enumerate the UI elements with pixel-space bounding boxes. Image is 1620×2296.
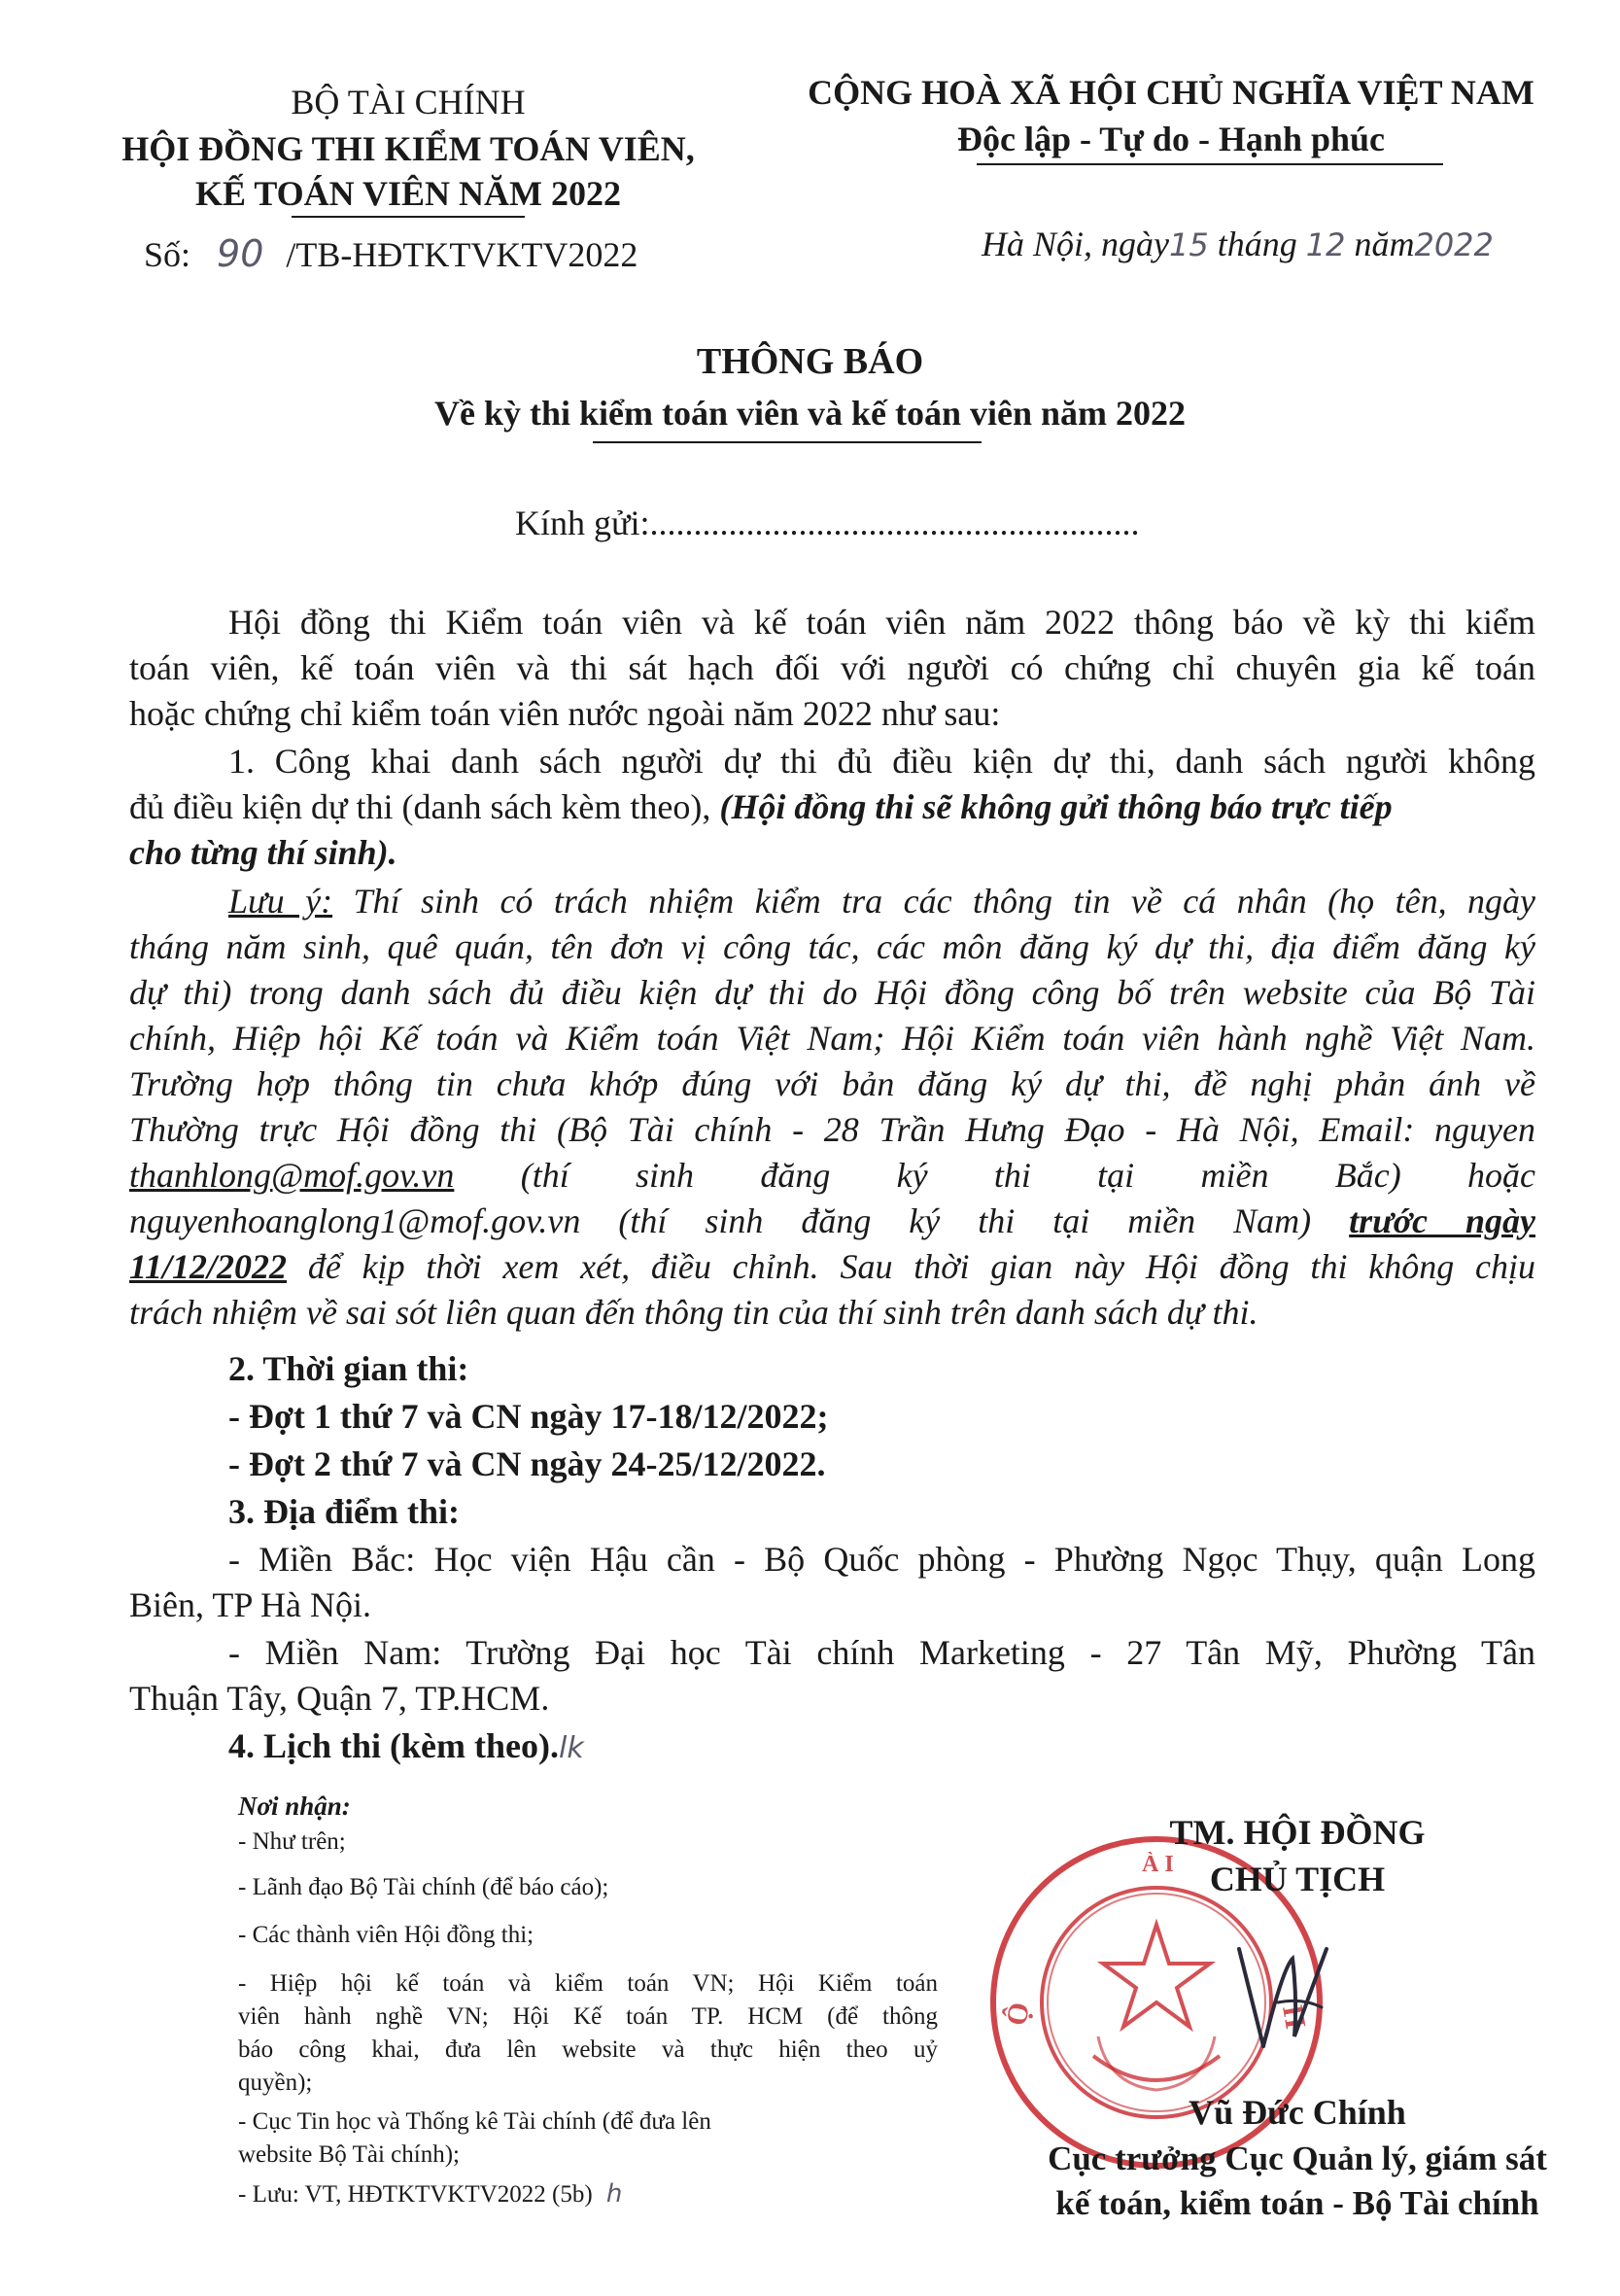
note-line-9-text: để kịp thời xem xét, điều chỉnh. Sau thời gian này Hội đồng thi không chịu <box>307 1247 1535 1286</box>
recipient-item-6-text: - Lưu: VT, HĐTKTVKTV2022 (5b) <box>238 2181 593 2208</box>
recipient-item-5-line-1: - Cục Tin học và Thống kê Tài chính (để đưa lên <box>238 2108 711 2135</box>
handwritten-signature <box>1224 1930 1341 2066</box>
item1-line-2a: đủ điều kiện dự thi (danh sách kèm theo), <box>129 787 711 826</box>
svg-text:Ộ: Ộ <box>1000 2000 1036 2029</box>
date-day: 15 <box>1169 226 1209 263</box>
number-suffix: /TB-HĐTKTVKTV2022 <box>286 235 638 274</box>
title-underline <box>593 441 982 443</box>
note-line-8 <box>129 1199 1535 1244</box>
council-name-line1: HỘI ĐỒNG THI KIỂM TOÁN VIÊN, <box>121 129 695 168</box>
recipient-item-6 <box>238 2177 622 2211</box>
recipients-title: Nơi nhận: <box>238 1792 351 1821</box>
signer-name: Vũ Đức Chính <box>1189 2093 1406 2132</box>
note-line-1 <box>228 879 1535 924</box>
item1-no-notice: (Hội đồng thi sẽ không gửi thông báo trực tiếp <box>719 787 1393 826</box>
date-year-label: năm <box>1354 225 1415 263</box>
document-number <box>144 231 638 277</box>
recipient-item-1: - Như trên; <box>238 1828 346 1855</box>
signer-title-line-2: kế toán, kiểm toán - Bộ Tài chính <box>1055 2184 1539 2222</box>
header-left-underline <box>292 216 525 218</box>
recipient-item-4-line-2: viên hành nghề VN; Hội Kế toán TP. HCM (để thông <box>238 2003 938 2030</box>
recipient-item-4-line-3: báo công khai, đưa lên website và thực hiện theo uỷ <box>238 2036 938 2063</box>
recipient-dots: ........................................................ <box>649 504 1140 542</box>
national-motto: Độc lập - Tự do - Hạnh phúc <box>956 120 1386 158</box>
document-title: THÔNG BÁO <box>696 341 924 382</box>
signature-position: CHỦ TỊCH <box>1209 1860 1386 1898</box>
deadline-label: trước ngày <box>1349 1201 1535 1240</box>
svg-text:H: H <box>1276 2002 1312 2032</box>
council-name-line2: KẾ TOÁN VIÊN NĂM 2022 <box>194 174 622 213</box>
document-subtitle: Về kỳ thi kiểm toán viên và kế toán viên năm 2022 <box>433 394 1187 433</box>
exam-round-2: - Đợt 2 thứ 7 và CN ngày 24-25/12/2022. <box>228 1444 826 1483</box>
note-label: Lưu ý: <box>228 882 333 921</box>
recipient-item-4-line-4: quyền); <box>238 2070 313 2096</box>
location-north-line-1: - Miền Bắc: Học viện Hậu cần - Bộ Quốc phòng - Phường Ngọc Thụy, quận Long <box>228 1540 1535 1579</box>
email-south-link[interactable]: nguyenhoanglong1@mof.gov.vn <box>129 1201 581 1240</box>
location-south-line-2: Thuận Tây, Quận 7, TP.HCM. <box>129 1679 550 1718</box>
note-line-7-text: (thí sinh đăng ký thi tại miền Bắc) hoặc <box>520 1156 1536 1195</box>
recipient-line <box>515 501 1140 546</box>
date-place: Hà Nội, ngày <box>982 225 1169 263</box>
number-label: Số: <box>144 235 191 274</box>
recipient-item-5-line-2: website Bộ Tài chính); <box>238 2141 460 2168</box>
item1-line-3: cho từng thí sinh). <box>129 833 397 872</box>
note-line-9 <box>129 1244 1535 1290</box>
document-date <box>982 222 1494 267</box>
item1-line-1: 1. Công khai danh sách người dự thi đủ điều kiện dự thi, danh sách người không <box>228 742 1535 781</box>
signature-on-behalf: TM. HỘI ĐỒNG <box>1169 1813 1426 1852</box>
note-line-4: chính, Hiệp hội Kế toán và Kiểm toán Việt Nam; Hội Kiểm toán viên hành nghề Việt Nam. <box>129 1019 1535 1058</box>
note-line-1-text: Thí sinh có trách nhiệm kiểm tra các thông tin về cá nhân (họ tên, ngày <box>353 882 1536 921</box>
intro-line-2: toán viên, kế toán viên và thi sát hạch đối với người có chứng chỉ chuyên gia kế toán <box>129 648 1535 687</box>
item3-title: 3. Địa điểm thi: <box>228 1492 460 1531</box>
item4-text: 4. Lịch thi (kèm theo). <box>228 1726 559 1765</box>
signer-title-line-1: Cục trưởng Cục Quản lý, giám sát <box>1048 2139 1547 2177</box>
date-month: 12 <box>1305 226 1346 263</box>
item1-line-2 <box>129 784 1535 830</box>
date-month-label: tháng <box>1217 225 1297 263</box>
note-line-3: dự thi) trong danh sách đủ điều kiện dự thi do Hội đồng công bố trên website của Bộ Tài <box>129 973 1535 1012</box>
email-north-link[interactable]: thanhlong@mof.gov.vn <box>129 1156 455 1195</box>
note-line-10: trách nhiệm về sai sót liên quan đến thông tin của thí sinh trên danh sách dự thi. <box>129 1293 1258 1332</box>
recipient-item-2: - Lãnh đạo Bộ Tài chính (để báo cáo); <box>238 1874 609 1900</box>
intro-line-1: Hội đồng thi Kiểm toán viên và kế toán viên năm 2022 thông báo về kỳ thi kiểm <box>228 603 1535 642</box>
note-line-5: Trường hợp thông tin chưa khớp đúng với bản đăng ký dự thi, đề nghị phản ánh về <box>129 1064 1535 1103</box>
note-line-7 <box>129 1153 1535 1199</box>
intro-line-3: hoặc chứng chỉ kiểm toán viên nước ngoài năm 2022 như sau: <box>129 694 1001 733</box>
ministry-name: BỘ TÀI CHÍNH <box>291 83 526 122</box>
exam-round-1: - Đợt 1 thứ 7 và CN ngày 17-18/12/2022; <box>228 1397 829 1436</box>
recipient-item-3: - Các thành viên Hội đồng thi; <box>238 1922 534 1948</box>
number-handwritten: 90 <box>217 232 264 275</box>
country-name: CỘNG HOÀ XÃ HỘI CHỦ NGHĨA VIỆT NAM <box>808 73 1534 112</box>
item4-title <box>228 1723 584 1771</box>
item4-initial: lk <box>558 1731 584 1765</box>
deadline-date: 11/12/2022 <box>129 1247 288 1286</box>
recipient-item-6-initial: h <box>605 2179 623 2209</box>
date-year: 2022 <box>1414 226 1494 263</box>
note-line-2: tháng năm sinh, quê quán, tên đơn vị công tác, các môn đăng ký dự thi, địa điểm đăng ký <box>129 927 1535 966</box>
note-line-8-text: (thí sinh đăng ký thi tại miền Nam) <box>618 1201 1312 1240</box>
recipient-label: Kính gửi: <box>515 504 650 542</box>
note-line-6: Thường trực Hội đồng thi (Bộ Tài chính - 28 Trần Hưng Đạo - Hà Nội, Email: nguyen <box>129 1110 1535 1149</box>
recipient-item-4-line-1: - Hiệp hội kế toán và kiểm toán VN; Hội Kiểm toán <box>238 1970 938 1997</box>
motto-underline <box>977 163 1443 165</box>
svg-text:À I: À I <box>1142 1852 1174 1877</box>
item2-title: 2. Thời gian thi: <box>228 1349 469 1388</box>
signature-scribble-icon <box>1224 1930 1341 2066</box>
location-south-line-1: - Miền Nam: Trường Đại học Tài chính Marketing - 27 Tân Mỹ, Phường Tân <box>228 1633 1535 1672</box>
location-north-line-2: Biên, TP Hà Nội. <box>129 1585 371 1624</box>
